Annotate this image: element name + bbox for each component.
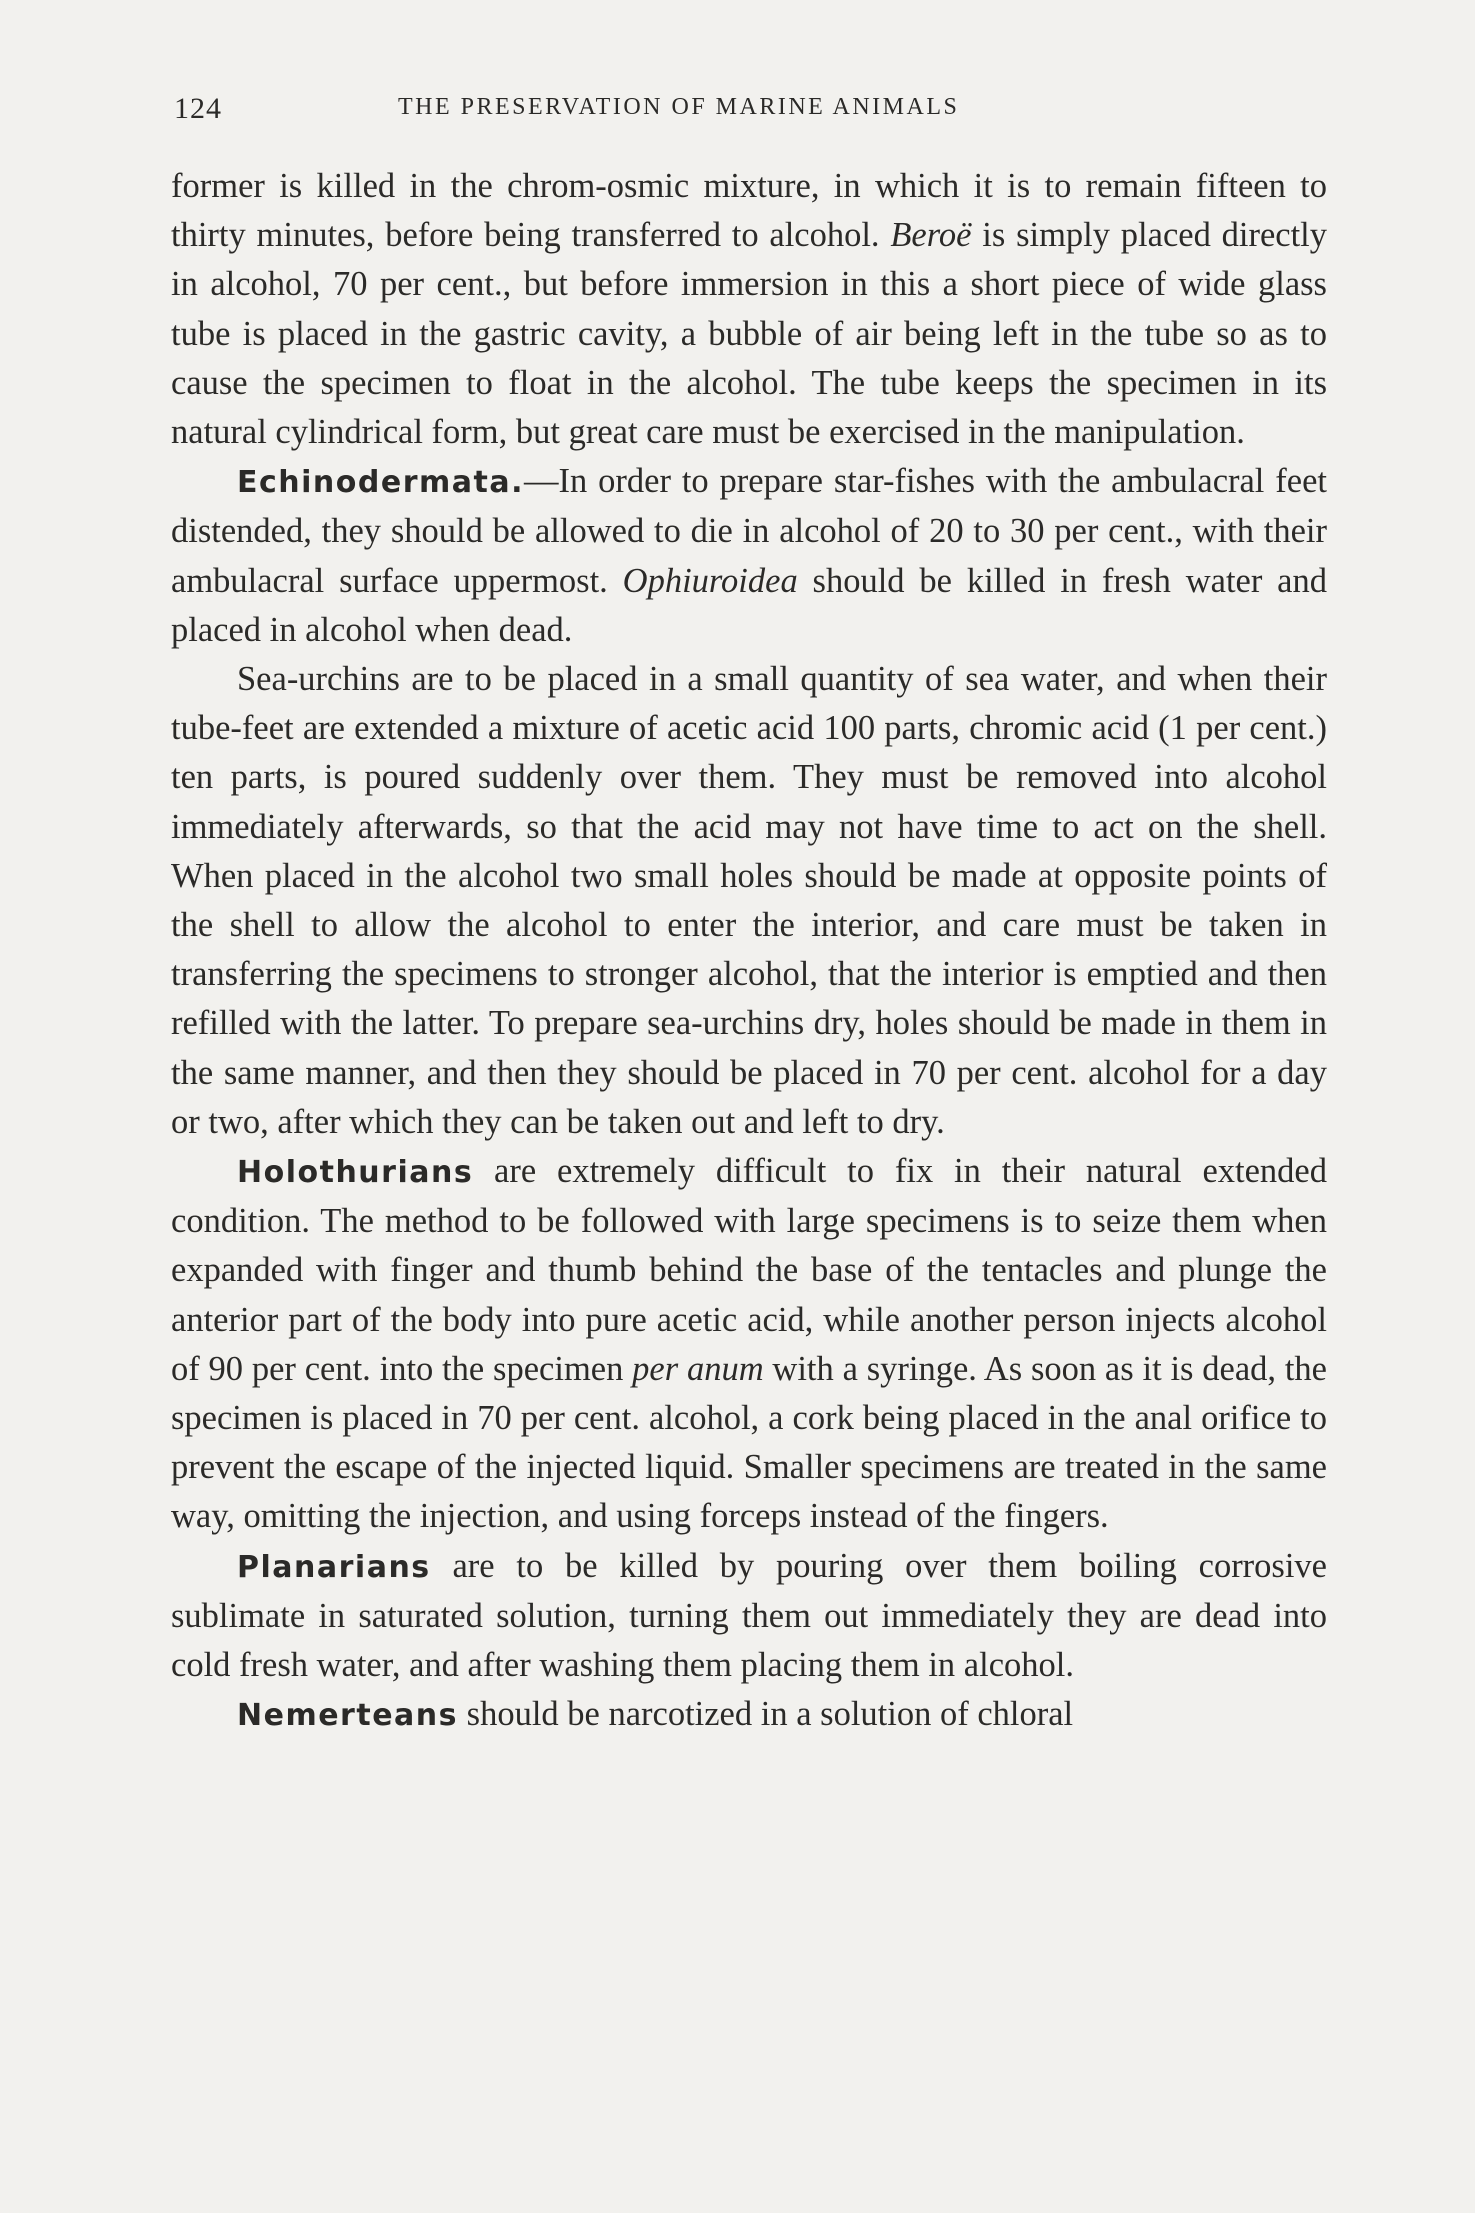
text-run: —In order to prepare star-fishes with the ambulacral feet distended, they should be allowed to die in alcohol of 20 to 30 per cent., with their ambulacral surface uppermost. [171, 462, 1327, 600]
text-run: are to be killed by pouring over them boiling corrosive sublimate in saturated solution, turning them out immediately they are dead into cold fresh water, and after washing them placing them in alcohol. [171, 1546, 1327, 1685]
section-heading: Echinodermata. [237, 465, 524, 501]
italic-term: Ophiuroidea [622, 561, 798, 600]
text-run: with a syringe. As soon as it is dead, the specimen is placed in 70 per cent. alcohol, a cork being placed in the anal orifice to prevent the escape of the injected liquid. Smaller specimens are treated in the same way, omitting the injection, and using forceps instead of the fingers. [171, 1349, 1327, 1536]
section-heading: Holothurians [237, 1155, 474, 1191]
text-run: are extremely difficult to fix in their natural extended condition. The method to be followed with large specimens is to seize them when expanded with finger and thumb behind the base of the tentacles and plunge the anterior part of the body into pure acetic acid, while another person injects alcohol of 90 per cent. into the specimen [171, 1152, 1327, 1388]
body-text [171, 162, 1327, 1741]
text-run: should be killed in fresh water and placed in alcohol when dead. [171, 561, 1327, 649]
italic-term: Beroë [890, 216, 972, 255]
running-title: THE PRESERVATION OF MARINE ANIMALS [398, 94, 960, 120]
paragraph [171, 162, 1327, 457]
running-head [168, 92, 1323, 128]
section-heading: Nemerteans [237, 1698, 459, 1734]
paragraph [171, 1690, 1327, 1740]
text-run: Sea-urchins are to be placed in a small quantity of sea water, and when their tube-feet are extended a mixture of acetic acid 100 parts, chromic acid (1 per cent.) ten parts, is poured suddenly over them. They must be removed into alcohol immediately afterwards, so that the acid may not have time to act on the shell. When placed in the alcohol two small holes should be made at opposite points of the shell to allow the alcohol to enter the interior, and care must be taken in transferring the specimens to stronger alcohol, that the interior is emptied and then refilled with the latter. To prepare sea-urchins dry, holes should be made in them in the same manner, and then they should be placed in 70 per cent. alcohol for a day or two, after which they can be taken out and left to dry. [171, 660, 1327, 1141]
section-heading: Planarians [237, 1549, 431, 1585]
text-run: is simply placed directly in alcohol, 70 per cent., but before immersion in this a short piece of wide glass tube is placed in the gastric cavity, a bubble of air being left in the tube so as to cause the specimen to float in the alcohol. The tube keeps the specimen in its natural cylindrical form, but great care must be exercised in the manipulation. [171, 216, 1327, 452]
text-run: former is killed in the chrom-osmic mixture, in which it is to remain fifteen to thirty minutes, before being transferred to alcohol. [171, 167, 1327, 255]
page-number: 124 [174, 92, 222, 125]
italic-term: per anum [632, 1349, 764, 1388]
paragraph [171, 457, 1327, 655]
paragraph [171, 655, 1327, 1147]
paragraph [171, 1542, 1327, 1691]
text-run: should be narcotized in a solution of chloral [458, 1695, 1074, 1734]
paragraph [171, 1147, 1327, 1542]
